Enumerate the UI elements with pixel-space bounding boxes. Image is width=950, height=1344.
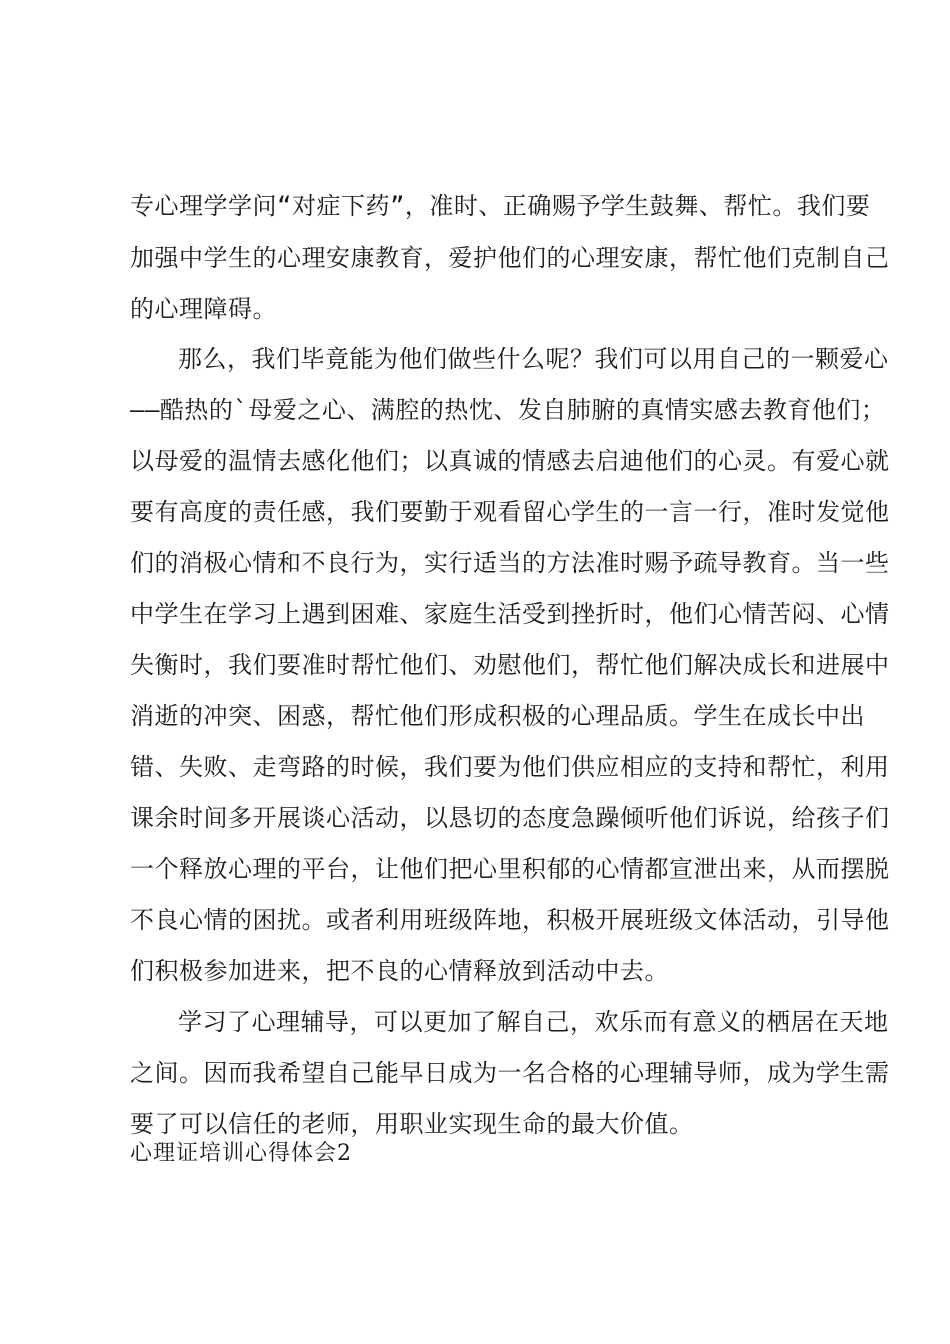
- paragraph-line: 那么，我们毕竟能为他们做些什么呢？我们可以用自己的一颗爱心: [178, 345, 889, 373]
- paragraph-line: ——酷热的`母爱之心、满腔的热忱、发自肺腑的真情实感去教育他们；: [130, 396, 886, 424]
- paragraph-line: 加强中学生的心理安康教育，爱护他们的心理安康，帮忙他们克制自己: [130, 244, 890, 272]
- paragraph-line: 要了可以信任的老师，用职业实现生命的最大价值。: [130, 1110, 694, 1138]
- paragraph-line: 的心理障碍。: [130, 295, 277, 323]
- paragraph-line: 们积极参加进来，把不良的心情释放到活动中去。: [130, 957, 669, 985]
- paragraph-line: 以母爱的温情去感化他们；以真诚的情感去启迪他们的心灵。有爱心就: [130, 447, 890, 475]
- paragraph-line: 课余时间多开展谈心活动，以恳切的态度急躁倾听他们诉说，给孩子们: [130, 804, 890, 832]
- paragraph-line: 学习了心理辅导，可以更加了解自己，欢乐而有意义的栖居在天地: [178, 1008, 889, 1036]
- paragraph-line: 一个释放心理的平台，让他们把心里积郁的心情都宣泄出来，从而摆脱: [130, 855, 890, 883]
- paragraph-line: 专心理学学问“对症下药”，准时、正确赐予学生鼓舞、帮忙。我们要: [130, 192, 871, 220]
- section-heading: 心理证培训心得体会2: [130, 1141, 352, 1166]
- paragraph-line: 不良心情的困扰。或者利用班级阵地，积极开展班级文体活动，引导他: [130, 906, 890, 934]
- paragraph-line: 之间。因而我希望自己能早日成为一名合格的心理辅导师，成为学生需: [130, 1059, 890, 1087]
- paragraph-line: 要有高度的责任感，我们要勤于观看留心学生的一言一行，准时发觉他: [130, 498, 890, 526]
- paragraph-line: 失衡时，我们要准时帮忙他们、劝慰他们，帮忙他们解决成长和进展中: [130, 651, 890, 679]
- paragraph-line: 中学生在学习上遇到困难、家庭生活受到挫折时，他们心情苦闷、心情: [130, 600, 890, 628]
- paragraph-line: 们的消极心情和不良行为，实行适当的方法准时赐予疏导教育。当一些: [130, 549, 890, 577]
- paragraph-line: 消逝的冲突、困惑，帮忙他们形成积极的心理品质。学生在成长中出: [130, 702, 865, 730]
- paragraph-line: 错、失败、走弯路的时候，我们要为他们供应相应的支持和帮忙，利用: [130, 753, 890, 781]
